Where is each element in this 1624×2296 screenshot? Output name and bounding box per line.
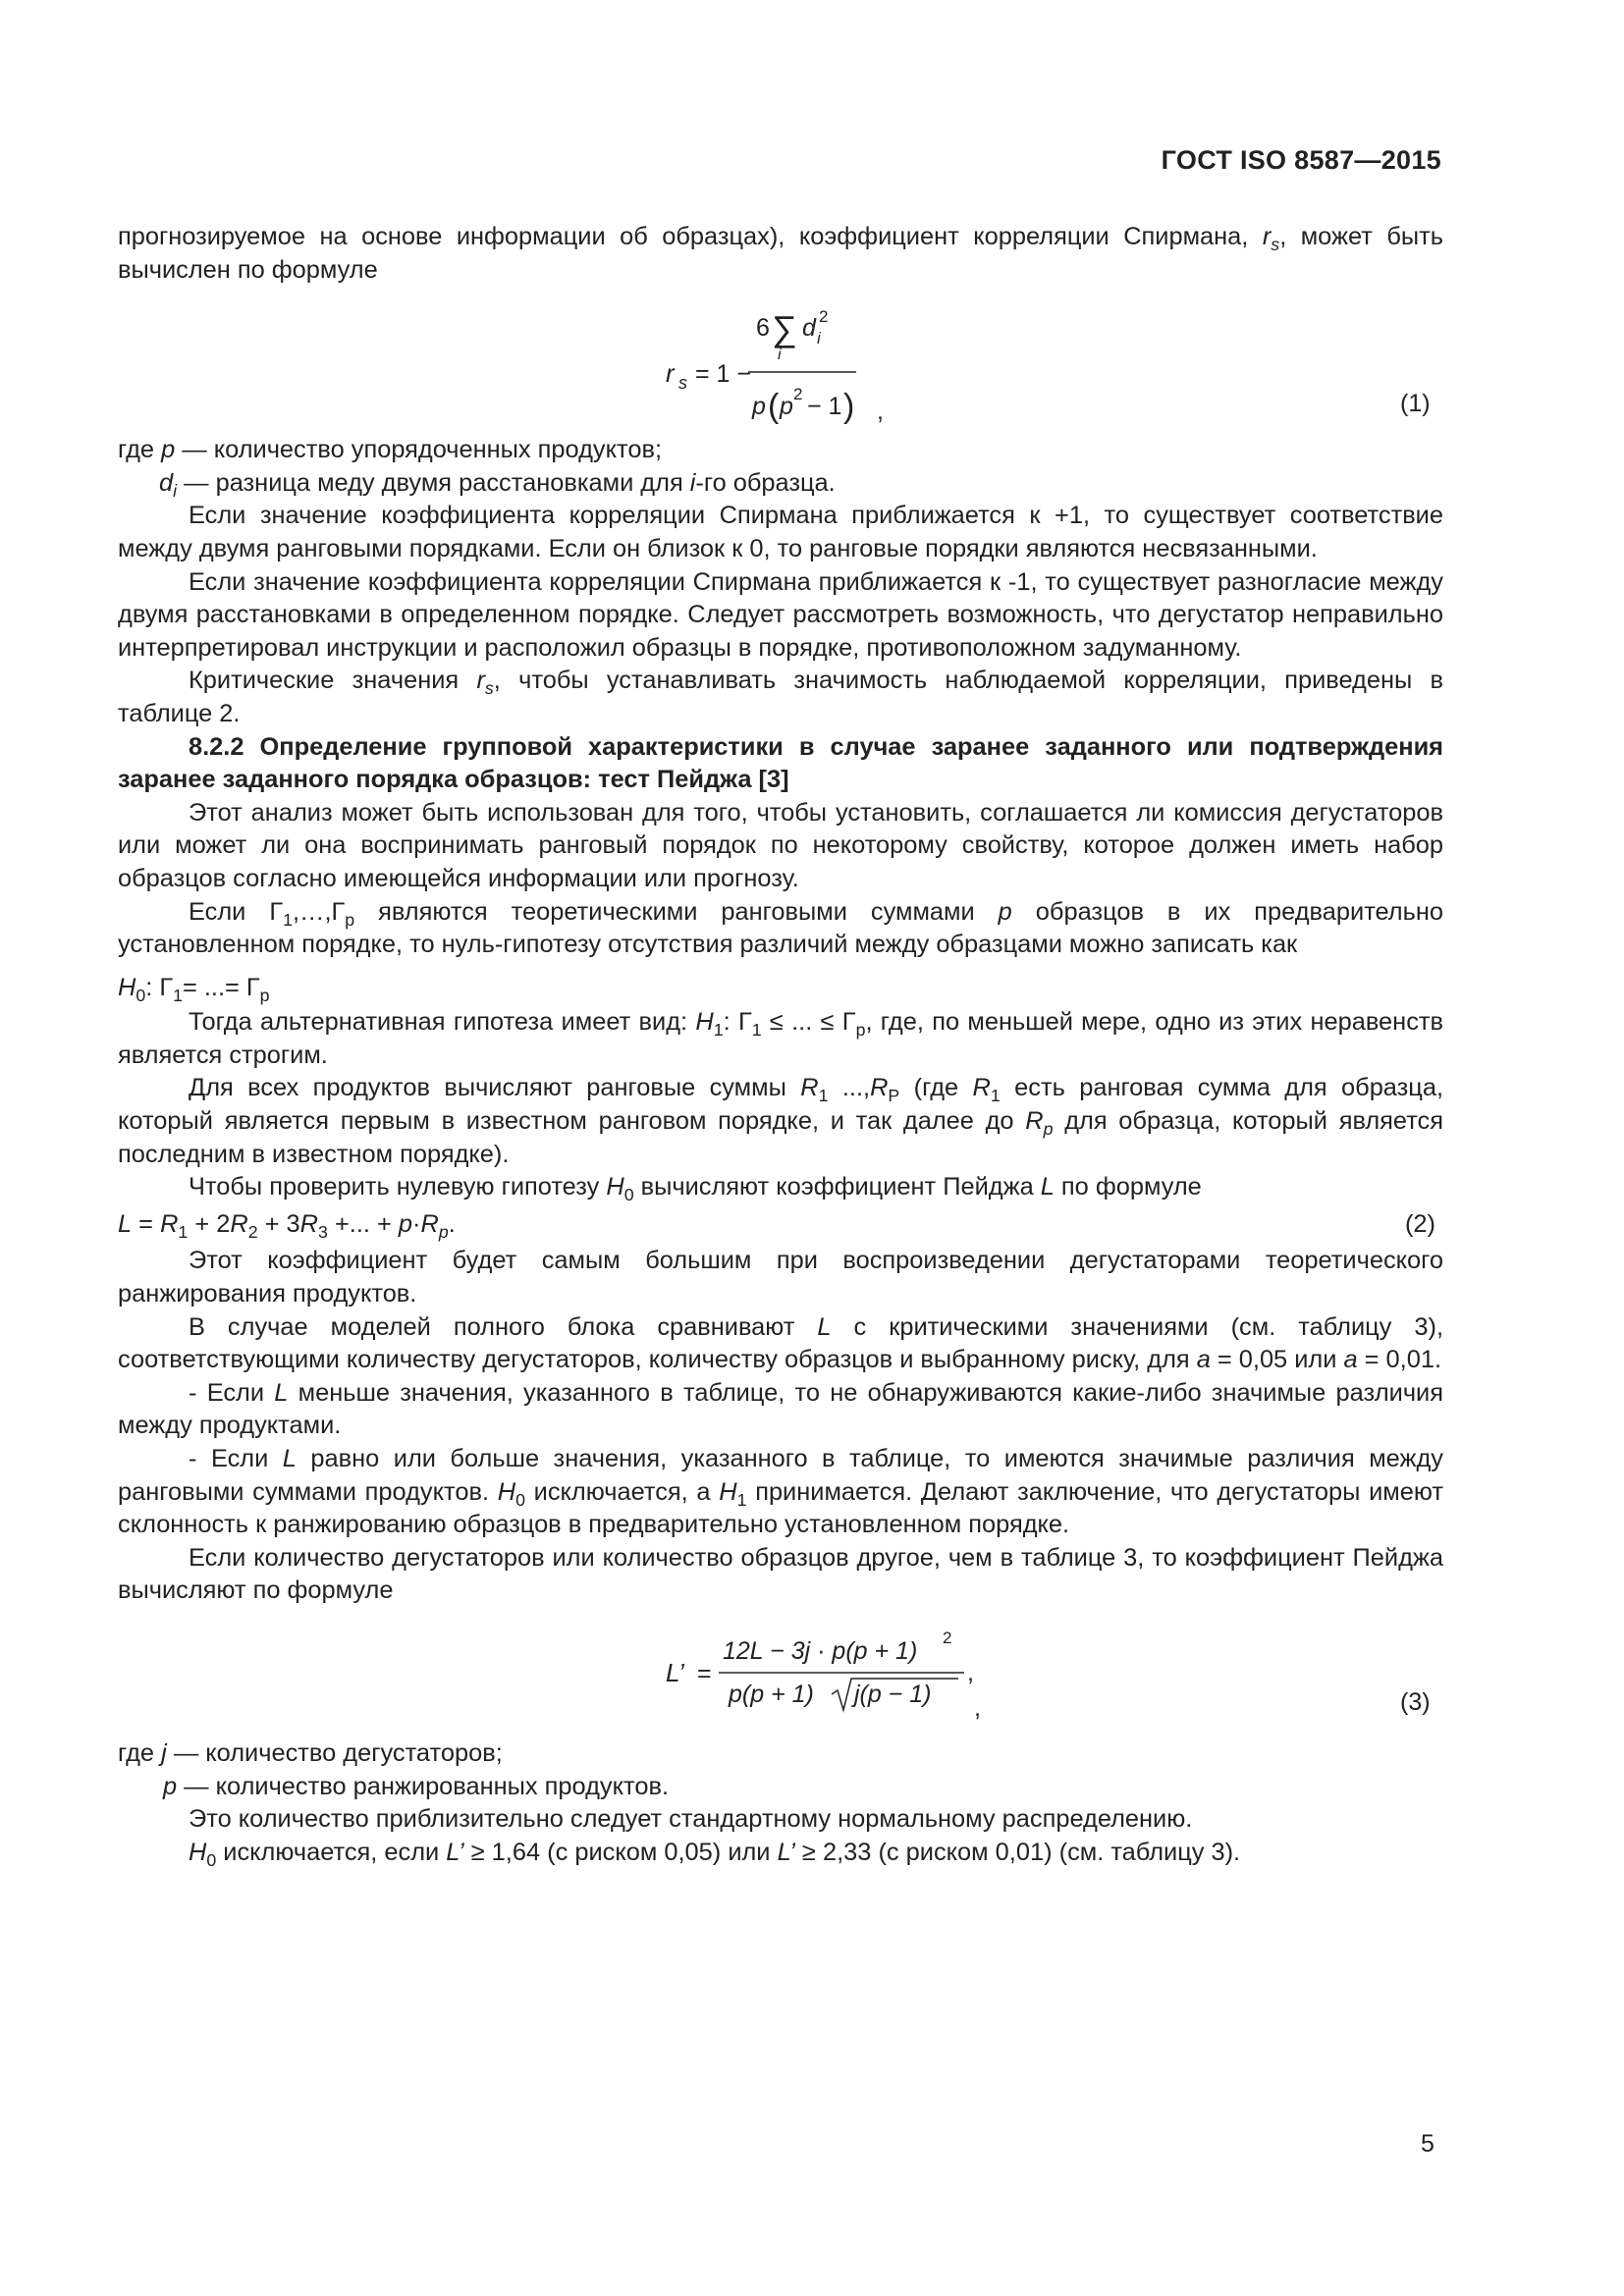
paragraph-other-count: Если количество дегустаторов или количество образцов другое, чем в таблице 3, то коэффициент Пейджа вычисляют по формуле <box>118 1543 1443 1605</box>
svg-text:j(p − 1): j(p − 1) <box>854 1680 932 1708</box>
paragraph-h0-rejection: $H_0$ исключается, если L’ ≥ 1,64 (с риском 0,05) или L’ ≥ 2,33 (с риском 0,01) (см. таблицу 3). <box>189 1838 1241 1870</box>
formula-2-number: (2) <box>1404 1209 1435 1238</box>
svg-text:p: p <box>752 393 766 421</box>
where-block-1-line-2: $d_i$ — разница меду двумя расстановками для i-го образца. <box>159 468 836 501</box>
svg-text:6: 6 <box>756 314 770 343</box>
paragraph-critical-values: Критические значения $r_s$, чтобы устанавливать значимость наблюдаемой корреляции, приведены в таблице 2. <box>118 667 1443 727</box>
formula-2 <box>118 1204 1443 1246</box>
svg-text:2: 2 <box>819 307 829 327</box>
svg-text:(3): (3) <box>1400 1687 1431 1716</box>
paragraph-spearman-negative: Если значение коэффициента корреляции Спирмана приближается к -1, то существует разногласие между двумя расстановками в определенном порядке. Следует рассмотреть возможность, что дегустатор неправильно интерпретировал инструкции и расположил образцы в порядке, противоположном задуманному. <box>118 567 1443 662</box>
svg-text:p: p <box>780 393 793 421</box>
paragraph-rank-sums: Для всех продуктов вычисляют ранговые суммы $R_1$ $...,R_P$ (где $R_1$ есть ранговая сумма для образца, который является первым в известном ранговом порядке, и так далее до $R_p$ для образца, который является последним в известном порядке). <box>118 1074 1444 1168</box>
svg-text:(1): (1) <box>1400 390 1431 418</box>
paragraph-analysis-purpose: Этот анализ может быть использован для того, чтобы установить, соглашается ли комиссия дегустаторов или может ли она воспринимать ранговый порядок по некоторому свойству, которое должен иметь набор образцов согласно имеющейся информации или прогнозу. <box>118 798 1443 892</box>
paragraph-coefficient-max: Этот коэффициент будет самым большим при воспроизведении дегустаторами теоретического ранжирования продуктов. <box>118 1247 1443 1308</box>
svg-text:): ) <box>843 388 855 426</box>
svg-text:=: = <box>697 1659 712 1687</box>
formula-3 <box>118 1608 1443 1737</box>
svg-text:p(p + 1): p(p + 1) <box>729 1680 814 1708</box>
paragraph-null-hypothesis: Если $Г_1,\dots,Г_p$ являются теоретическими ранговыми суммами p образцов в их предварительно установленном порядке, то нуль-гипотезу отсутствия различий между образцами можно записать как <box>118 897 1443 959</box>
formula-1 <box>118 287 1443 434</box>
section-heading-8-2-2: 8.2.2 Определение групповой характеристики в случае заранее заданного или подтверждения заранее заданного порядка образцов: тест Пейджа [3] <box>118 732 1443 794</box>
svg-text:,: , <box>877 398 884 426</box>
svg-text:= 1 −: = 1 − <box>695 360 751 389</box>
paragraph-normal-distribution: Это количество приблизительно следует стандартному нормальному распределению. <box>189 1805 1193 1834</box>
svg-text:∑: ∑ <box>772 308 797 349</box>
where-block-3-line-2: p — количество ранжированных продуктов. <box>163 1772 670 1800</box>
svg-text:(: ( <box>768 388 780 426</box>
paragraph-spearman-positive: Если значение коэффициента корреляции Спирмана приближается к +1, то существует соответствие между двумя ранговыми порядками. Если он близок к 0, то ранговые порядки являются несвязанными. <box>118 502 1443 562</box>
paragraph-l-greater: - Если L равно или больше значения, указанного в таблице, то имеются значимые различия между ранговыми суммами продуктов. $H_0$ исключается, а $H_1$ принимается. Делают заключение, что дегустаторы имеют склонность к ранжированию образцов в предварительно установленном порядке. <box>118 1445 1444 1539</box>
equation-h0: $H_0$: $Г_1=$ ...= $Г_p$ <box>118 973 270 1005</box>
page-number: 5 <box>1421 2130 1435 2158</box>
formula-2-expression: $L = R_1 + 2R_2 + 3R_3$ +... + $p\cdot R_p$. <box>118 1209 456 1243</box>
svg-text:,: , <box>974 1693 981 1722</box>
formula-3-graphic <box>118 1608 1443 1737</box>
formula-1-graphic <box>118 287 1443 434</box>
svg-text:r: r <box>666 358 675 389</box>
standard-code-header: ГОСТ ISO 8587—2015 <box>1161 145 1441 175</box>
paragraph-intro: прогнозируемое на основе информации об образцах), коэффициент корреляции Спирмана, $r_s$, может быть вычислен по формуле <box>118 223 1444 284</box>
svg-text:i: i <box>817 329 821 348</box>
svg-text:L’: L’ <box>666 1657 684 1687</box>
svg-text:d: d <box>802 314 816 343</box>
svg-text:− 1: − 1 <box>807 393 842 421</box>
paragraph-alternative-hypothesis: Тогда альтернативная гипотеза имеет вид: $H_1$: $Г_1$ ≤ ... ≤ $Г_p$, где, по меньшей мере, одно из этих неравенств является строгим. <box>118 1008 1444 1069</box>
svg-text:i: i <box>778 347 782 364</box>
where-block-3-line-1: где j — количество дегустаторов; <box>118 1738 503 1767</box>
where-block-1-line-1: где p — количество упорядоченных продуктов; <box>118 436 663 464</box>
svg-text:2: 2 <box>793 385 803 404</box>
paragraph-full-block: В случае моделей полного блока сравнивают L с критическими значениями (см. таблицу 3), соответствующими количеству дегустаторов, количеству образцов и выбранному риску, для a = 0,05 или a = 0,01. <box>118 1312 1443 1374</box>
svg-text:2: 2 <box>943 1628 952 1647</box>
paragraph-l-less: - Если L меньше значения, указанного в таблице, то не обнаруживаются какие-либо значимые различия между продуктами. <box>118 1378 1443 1440</box>
svg-text:,: , <box>967 1658 974 1686</box>
svg-text:12L − 3j · p(p + 1): 12L − 3j · p(p + 1) <box>723 1636 918 1665</box>
paragraph-page-coefficient: Чтобы проверить нулевую гипотезу $H_0$ вычисляют коэффициент Пейджа L по формуле <box>189 1173 1202 1205</box>
page-body <box>118 221 1443 1869</box>
svg-text:s: s <box>678 373 687 394</box>
